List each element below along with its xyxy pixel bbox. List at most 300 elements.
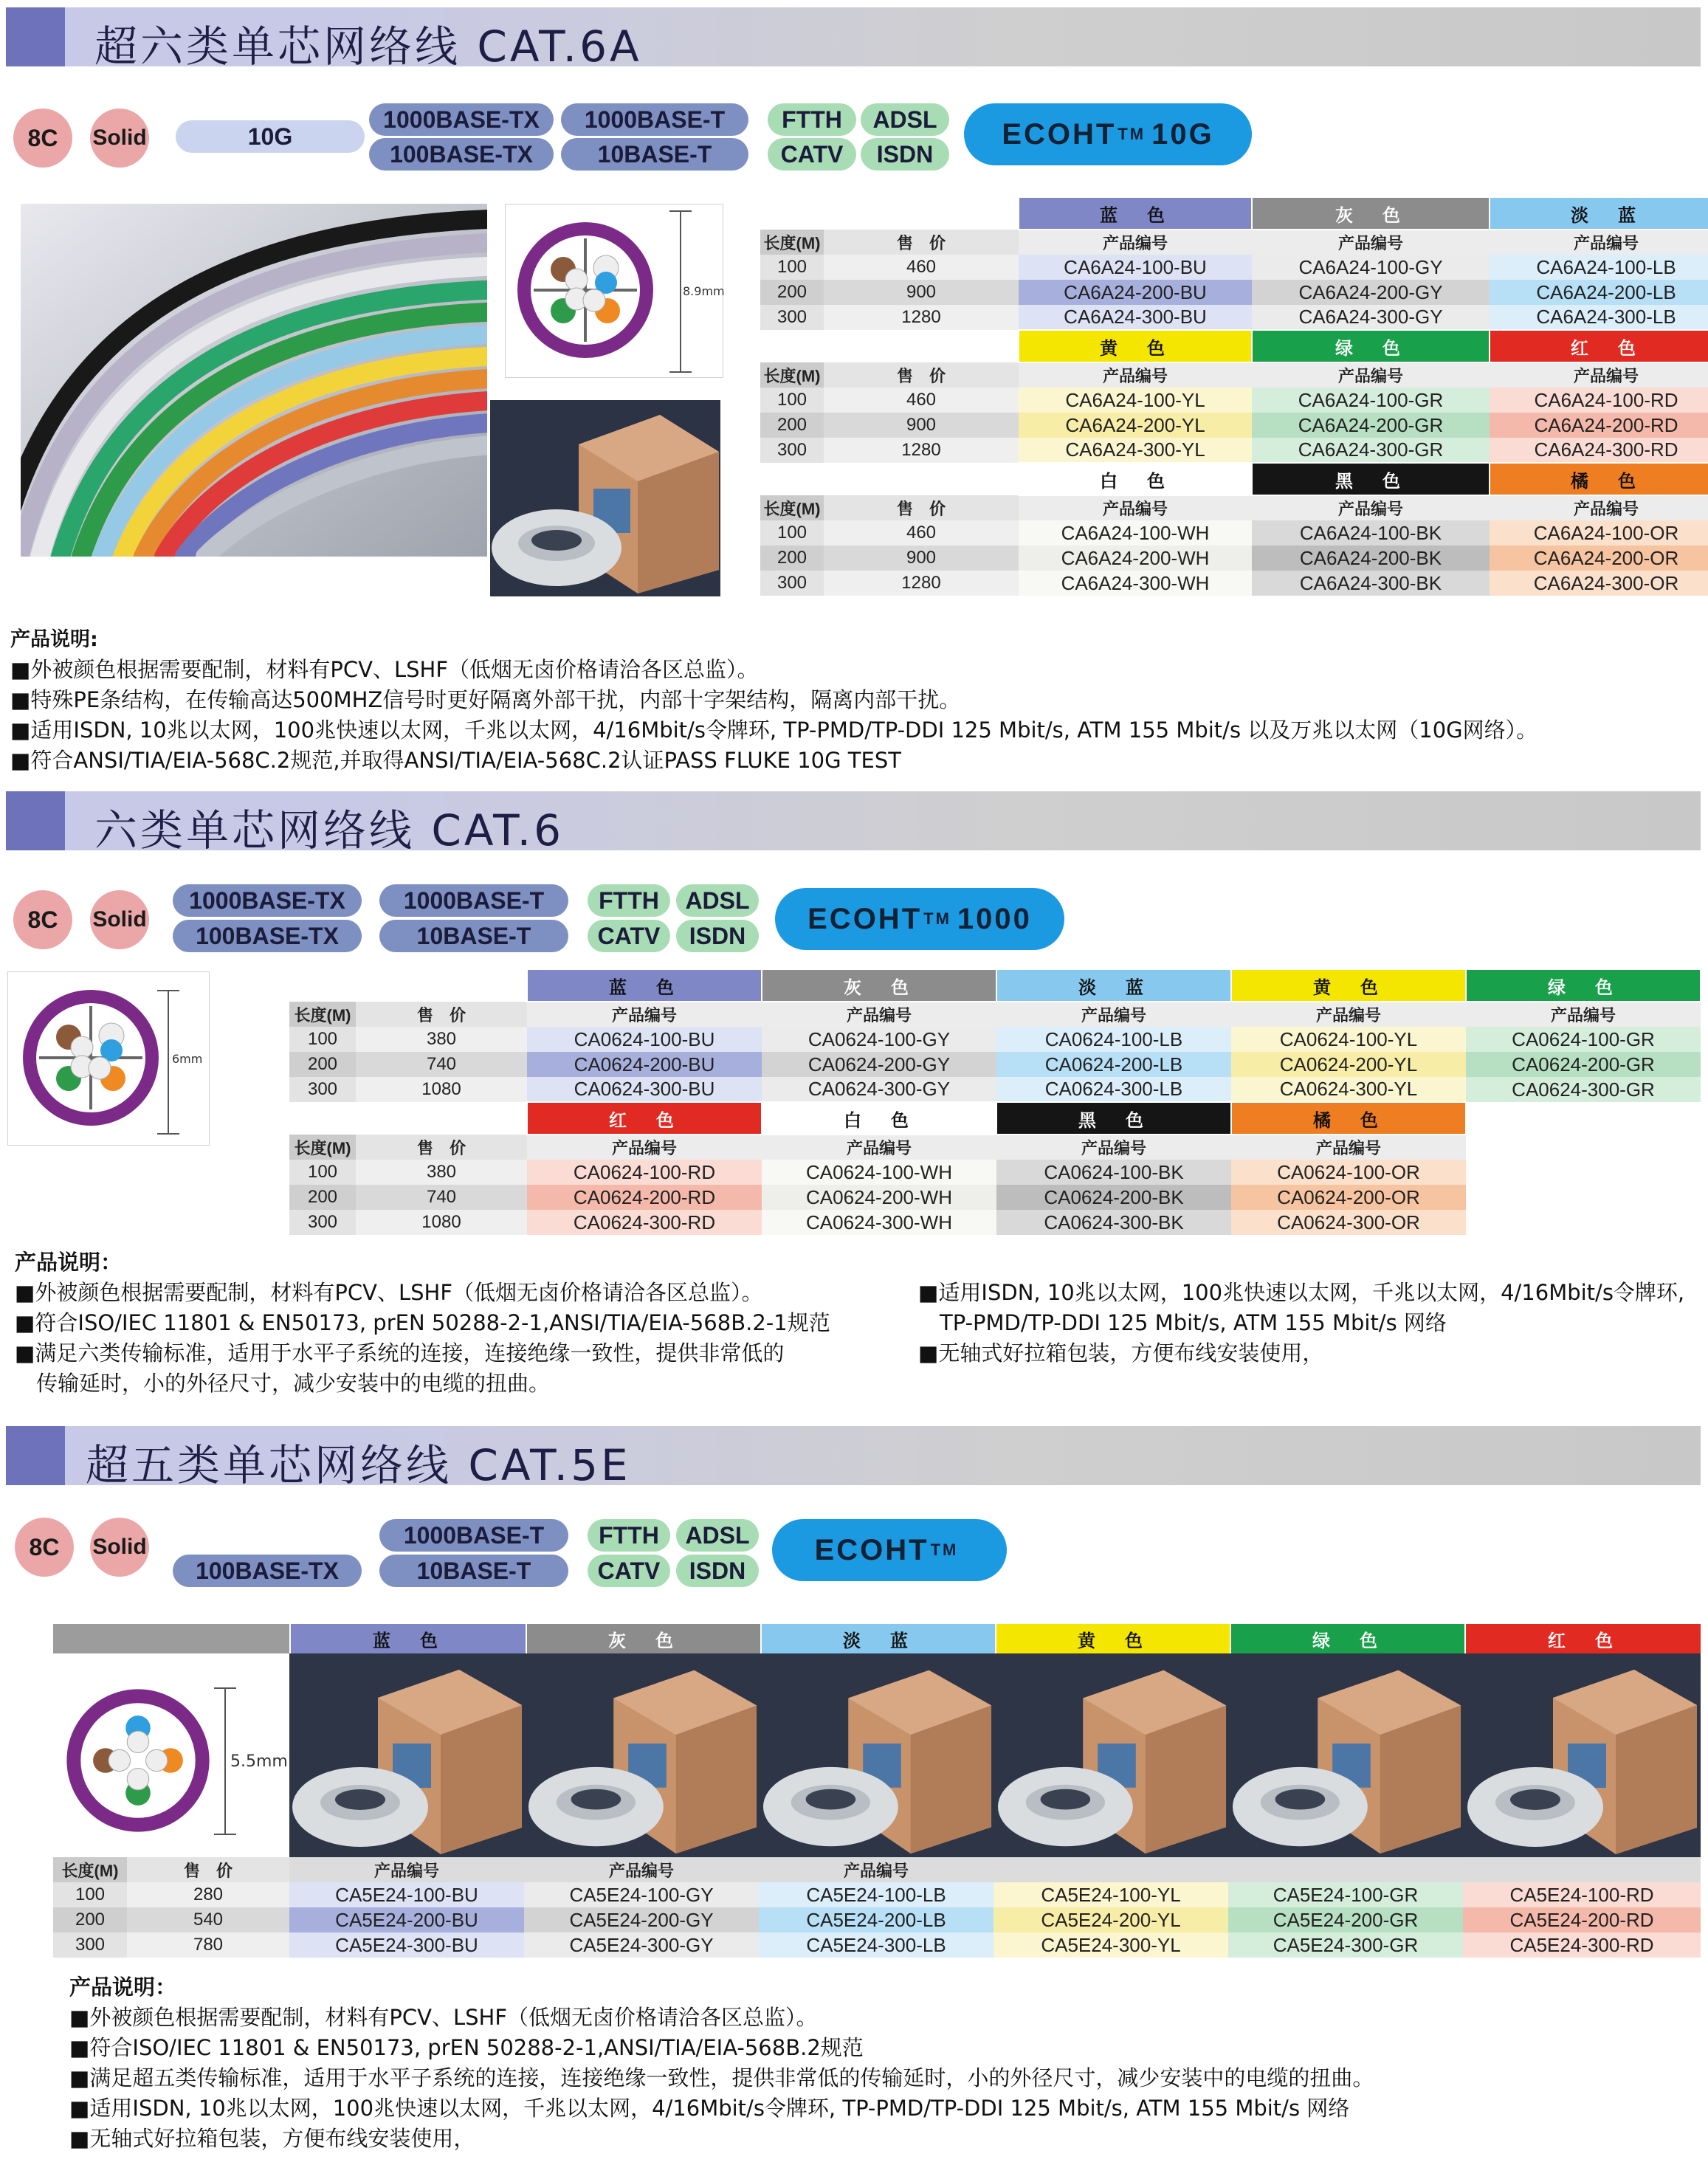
cat6-app-isdn: ISDN — [676, 920, 759, 952]
price-header: 售 价 — [356, 1135, 527, 1160]
box-photo — [289, 1653, 526, 1857]
price-cell: 1280 — [824, 438, 1019, 463]
cable-box-icon — [1230, 1653, 1464, 1857]
table-row — [289, 1160, 1701, 1185]
code-header: 产品编号 — [759, 1857, 994, 1882]
code-cell: CA0624-200-GY — [762, 1052, 996, 1077]
color-header: 黄 色 — [1019, 330, 1252, 362]
cat6-diameter-label: 6mm — [172, 1052, 203, 1066]
cat6-cross-section — [7, 971, 210, 1146]
code-cell: CA6A24-100-GY — [1252, 255, 1490, 280]
code-header: 产品编号 — [1490, 362, 1708, 388]
header-marker — [6, 7, 65, 66]
dimension-tick — [669, 371, 692, 373]
cat6a-pill-100base-tx: 100BASE-TX — [369, 138, 554, 171]
table-row — [289, 1077, 1701, 1102]
price-cell: 380 — [356, 1027, 527, 1052]
code-header: 产品编号 — [762, 1002, 996, 1027]
color-header: 淡 蓝 — [760, 1624, 995, 1653]
code-header: 产品编号 — [1466, 1002, 1701, 1027]
cat6a-box-photo — [490, 400, 720, 596]
dimension-tick — [157, 990, 179, 991]
price-cell: 900 — [824, 545, 1019, 571]
code-cell: CA6A24-300-GR — [1252, 438, 1490, 463]
cat5e-header — [6, 1426, 1701, 1490]
box-photo — [760, 1653, 995, 1857]
color-header: 灰 色 — [762, 969, 996, 1002]
code-cell: CA0624-100-GR — [1466, 1027, 1701, 1052]
dimension-tick — [214, 1687, 236, 1689]
code-header: 产品编号 — [527, 1002, 762, 1027]
box-photo — [1464, 1653, 1701, 1857]
length-header: 长度(M) — [760, 495, 824, 520]
price-cell: 1080 — [356, 1077, 527, 1102]
color-header-row — [289, 1102, 1701, 1135]
table-row — [53, 1882, 1701, 1907]
ecoht-tm: TM — [1118, 125, 1146, 143]
spacer-cell — [760, 197, 1019, 230]
table-row — [289, 1210, 1701, 1235]
ecoht-brand: ECOHT — [814, 1533, 929, 1566]
cat5e-ecoht-badge — [772, 1519, 1007, 1581]
cat5e-pill-1000base-t: 1000BASE-T — [379, 1519, 568, 1552]
note-line: ■外被颜色根据需要配制，材料有PCV、LSHF（低烟无卤价格请洽各区总监）。 — [15, 1280, 763, 1305]
note-line: ■符合ISO/IEC 11801 & EN50173, prEN 50288-2-1,ANSI/TIA/EIA-568B.2规范 — [69, 2035, 864, 2060]
price-cell: 460 — [824, 520, 1019, 545]
code-cell: CA5E24-100-RD — [1463, 1882, 1701, 1907]
cat6a-app-adsl: ADSL — [861, 103, 949, 136]
length-cell: 300 — [760, 438, 824, 463]
dimension-line — [680, 210, 681, 373]
code-header: 产品编号 — [996, 1135, 1231, 1160]
cat6a-pill-10base-t: 10BASE-T — [561, 138, 748, 171]
cat5e-circle-8c: 8C — [15, 1518, 74, 1577]
dimension-line — [224, 1687, 226, 1835]
length-cell: 100 — [760, 255, 824, 280]
color-header: 淡 蓝 — [996, 969, 1231, 1002]
note-line: ■外被颜色根据需要配制，材料有PCV、LSHF（低烟无卤价格请洽各区总监）。 — [69, 2005, 818, 2030]
note-line: ■满足六类传输标准，适用于水平子系统的连接，连接绝缘一致性，提供非常低的 — [15, 1340, 785, 1366]
code-cell: CA6A24-100-YL — [1019, 388, 1252, 413]
code-cell: CA5E24-100-BU — [289, 1882, 524, 1907]
code-cell: CA0624-100-WH — [762, 1160, 996, 1185]
code-header: 产品编号 — [1019, 495, 1252, 520]
cat6a-speed-badge: 10G — [176, 120, 365, 153]
cat6-app-ftth: FTTH — [588, 884, 670, 917]
table-row — [760, 305, 1708, 330]
length-cell: 100 — [53, 1882, 127, 1907]
notes-title: 产品说明: — [10, 628, 98, 651]
price-cell: 1280 — [824, 305, 1019, 330]
code-cell: CA6A24-300-YL — [1019, 438, 1252, 463]
table-row — [760, 280, 1708, 305]
table-row — [760, 520, 1708, 545]
code-cell: CA0624-200-YL — [1231, 1052, 1466, 1077]
code-cell: CA5E24-200-YL — [994, 1907, 1228, 1932]
ecoht-brand: ECOHT — [1002, 117, 1117, 151]
code-cell: CA0624-100-BK — [996, 1160, 1231, 1185]
price-cell: 900 — [824, 280, 1019, 305]
cat6a-diameter-label: 8.9mm — [683, 284, 725, 298]
cat5e-pill-100base-tx: 100BASE-TX — [173, 1555, 362, 1587]
ecoht-suffix: 1000 — [957, 902, 1032, 935]
code-cell: CA6A24-300-GY — [1252, 305, 1490, 330]
cat6-circle-8c: 8C — [13, 890, 72, 949]
code-cell: CA5E24-100-YL — [994, 1882, 1228, 1907]
code-cell: CA6A24-200-RD — [1490, 413, 1708, 438]
code-cell: CA5E24-100-GY — [524, 1882, 759, 1907]
code-cell: CA6A24-300-BK — [1252, 571, 1490, 596]
color-header: 蓝 色 — [289, 1624, 526, 1653]
code-header: 产品编号 — [1019, 230, 1252, 255]
note-line: ■满足超五类传输标准，适用于水平子系统的连接，连接绝缘一致性，提供非常低的传输延时，小的外径尺寸，减少安装中的电缆的扭曲。 — [69, 2065, 1374, 2090]
color-header: 白 色 — [1019, 463, 1252, 495]
cat5e-title: 超五类单芯网络线 CAT.5E — [86, 1440, 631, 1490]
subheader-row — [289, 1135, 1701, 1160]
cat6-ecoht-badge — [775, 888, 1064, 950]
color-header: 绿 色 — [1252, 330, 1490, 362]
cat5e-price-table — [53, 1857, 1701, 1958]
code-cell: CA5E24-200-BU — [289, 1907, 524, 1932]
note-line: ■无轴式好拉箱包装，方便布线安装使用， — [69, 2126, 475, 2151]
color-header: 红 色 — [527, 1102, 762, 1135]
length-cell: 300 — [289, 1210, 356, 1235]
color-header: 淡 蓝 — [1490, 197, 1708, 230]
code-cell: CA6A24-100-BU — [1019, 255, 1252, 280]
code-cell: CA0624-200-LB — [996, 1052, 1231, 1077]
code-cell: CA6A24-100-BK — [1252, 520, 1490, 545]
code-cell: CA6A24-200-GR — [1252, 413, 1490, 438]
code-cell: CA5E24-300-GY — [524, 1932, 759, 1958]
cat6a-pill-1000base-t: 1000BASE-T — [561, 103, 748, 136]
code-cell: CA5E24-300-RD — [1463, 1932, 1701, 1958]
color-header: 黄 色 — [1231, 969, 1466, 1002]
note-line: ■无轴式好拉箱包装，方便布线安装使用， — [918, 1340, 1324, 1366]
ecoht-tm: TM — [923, 909, 951, 928]
code-header — [1228, 1857, 1463, 1882]
code-cell: CA5E24-200-GR — [1228, 1907, 1463, 1932]
color-header: 橘 色 — [1231, 1102, 1466, 1135]
color-header: 灰 色 — [526, 1624, 760, 1653]
code-cell: CA6A24-200-OR — [1490, 545, 1708, 571]
length-header: 长度(M) — [289, 1135, 356, 1160]
length-cell: 100 — [760, 520, 824, 545]
spacer-cell — [289, 1102, 527, 1135]
price-header: 售 价 — [824, 230, 1019, 255]
code-cell: CA5E24-100-GR — [1228, 1882, 1463, 1907]
cat6-title: 六类单芯网络线 CAT.6 — [94, 805, 564, 856]
spacer-cell — [760, 463, 1019, 495]
code-cell: CA0624-200-RD — [527, 1185, 762, 1210]
code-cell: CA0624-300-BK — [996, 1210, 1231, 1235]
code-cell: CA0624-200-BK — [996, 1185, 1231, 1210]
price-cell: 1280 — [824, 571, 1019, 596]
note-line: 传输延时，小的外径尺寸，减少安装中的电缆的扭曲。 — [15, 1371, 551, 1396]
code-cell: CA6A24-300-WH — [1019, 571, 1252, 596]
code-header: 产品编号 — [527, 1135, 762, 1160]
code-cell: CA6A24-200-LB — [1490, 280, 1708, 305]
notes-title: 产品说明： — [69, 1975, 177, 2000]
ecoht-suffix: 10G — [1151, 117, 1214, 151]
cable-box-icon — [760, 1653, 995, 1857]
cat5e-notes — [69, 1972, 1374, 2154]
header-marker — [6, 1426, 65, 1485]
price-cell: 740 — [356, 1185, 527, 1210]
cable-cross-section-icon — [61, 1683, 216, 1838]
length-header: 长度(M) — [760, 230, 824, 255]
code-cell: CA6A24-200-BK — [1252, 545, 1490, 571]
dimension-line — [168, 990, 169, 1135]
code-cell: CA0624-100-RD — [527, 1160, 762, 1185]
cat6-pill-1000base-t: 1000BASE-T — [379, 884, 568, 917]
code-cell: CA0624-100-GY — [762, 1027, 996, 1052]
cat5e-cross-section — [53, 1653, 289, 1857]
color-header: 蓝 色 — [1019, 197, 1252, 230]
table-row — [53, 1932, 1701, 1958]
code-cell: CA5E24-300-GR — [1228, 1932, 1463, 1958]
subheader-row — [289, 1002, 1701, 1027]
code-cell: CA5E24-300-LB — [759, 1932, 994, 1958]
cat6-app-adsl: ADSL — [676, 884, 759, 917]
length-cell: 300 — [760, 571, 824, 596]
code-cell: CA6A24-100-OR — [1490, 520, 1708, 545]
note-line: ■适用ISDN, 10兆以太网，100兆快速以太网，千兆以太网，4/16Mbit/s令牌环, — [918, 1280, 1685, 1305]
code-header: 产品编号 — [1252, 230, 1490, 255]
header-marker — [6, 791, 65, 850]
length-cell: 200 — [289, 1185, 356, 1210]
code-cell: CA5E24-300-BU — [289, 1932, 524, 1958]
cat5e-app-catv: CATV — [588, 1555, 670, 1587]
table-row — [760, 255, 1708, 280]
table-row — [289, 1052, 1701, 1077]
length-cell: 100 — [289, 1160, 356, 1185]
price-cell: 460 — [824, 255, 1019, 280]
code-cell: CA6A24-300-OR — [1490, 571, 1708, 596]
cat6a-pill-1000base-tx: 1000BASE-TX — [369, 103, 554, 136]
code-cell: CA5E24-300-YL — [994, 1932, 1228, 1958]
cat6a-title: 超六类单芯网络线 CAT.6A — [94, 21, 642, 72]
code-cell: CA0624-300-WH — [762, 1210, 996, 1235]
dimension-tick — [157, 1133, 179, 1135]
cat6a-app-ftth: FTTH — [768, 103, 856, 136]
cat5e-app-adsl: ADSL — [676, 1519, 759, 1552]
length-cell: 300 — [760, 305, 824, 330]
length-header: 长度(M) — [760, 362, 824, 388]
subheader-row — [53, 1857, 1701, 1882]
price-cell: 460 — [824, 388, 1019, 413]
code-cell: CA5E24-200-RD — [1463, 1907, 1701, 1932]
code-header: 产品编号 — [524, 1857, 759, 1882]
cat6a-notes — [10, 624, 1537, 776]
code-cell: CA6A24-300-RD — [1490, 438, 1708, 463]
code-cell: CA0624-300-LB — [996, 1077, 1231, 1102]
color-header: 橘 色 — [1490, 463, 1708, 495]
price-header: 售 价 — [824, 495, 1019, 520]
code-header: 产品编号 — [1231, 1135, 1466, 1160]
code-cell: CA6A24-200-BU — [1019, 280, 1252, 305]
cat6a-price-table — [760, 196, 1708, 596]
table-row — [760, 388, 1708, 413]
code-cell: CA0624-200-OR — [1231, 1185, 1466, 1210]
note-line: ■特殊PE条结构，在传输高达500MHZ信号时更好隔离外部干扰，内部十字架结构，隔离内部干扰。 — [10, 687, 961, 712]
price-cell: 900 — [824, 413, 1019, 438]
code-cell: CA6A24-100-RD — [1490, 388, 1708, 413]
color-header-row — [760, 330, 1708, 362]
cat6-circle-solid: Solid — [90, 890, 149, 949]
cable-cross-section-icon — [17, 984, 165, 1132]
code-cell: CA0624-100-YL — [1231, 1027, 1466, 1052]
length-cell: 100 — [760, 388, 824, 413]
table-row — [289, 1027, 1701, 1052]
cat6-price-table — [289, 968, 1701, 1235]
color-header-row — [760, 197, 1708, 230]
price-cell: 280 — [127, 1882, 289, 1907]
length-cell: 300 — [53, 1932, 127, 1958]
price-cell: 780 — [127, 1932, 289, 1958]
dimension-tick — [214, 1834, 236, 1835]
color-header: 红 色 — [1490, 330, 1708, 362]
ecoht-brand: ECOHT — [807, 902, 923, 935]
spacer-cell — [289, 969, 527, 1002]
color-header: 红 色 — [1464, 1624, 1701, 1653]
length-cell: 300 — [289, 1077, 356, 1102]
length-header: 长度(M) — [53, 1857, 127, 1882]
code-header: 产品编号 — [996, 1002, 1231, 1027]
cat6a-header — [6, 7, 1701, 72]
code-cell: CA0624-200-BU — [527, 1052, 762, 1077]
color-header: 黄 色 — [995, 1624, 1230, 1653]
note-line: ■适用ISDN, 10兆以太网，100兆快速以太网，千兆以太网，4/16Mbit/s令牌环, TP-PMD/TP-DDI 125 Mbit/s, ATM 155 Mbit/s 网络 — [69, 2096, 1350, 2121]
code-header — [994, 1857, 1228, 1882]
code-cell: CA6A24-200-YL — [1019, 413, 1252, 438]
table-row — [760, 438, 1708, 463]
color-header: 白 色 — [762, 1102, 996, 1135]
cat6-notes-left — [15, 1247, 830, 1399]
price-header: 售 价 — [127, 1857, 289, 1882]
subheader-row — [760, 230, 1708, 255]
cat6-app-catv: CATV — [588, 920, 670, 952]
code-cell: CA0624-300-BU — [527, 1077, 762, 1102]
cat6a-circle-solid: Solid — [90, 109, 149, 168]
cat5e-app-ftth: FTTH — [588, 1519, 670, 1552]
table-row — [289, 1185, 1701, 1210]
notes-title: 产品说明： — [15, 1250, 123, 1275]
note-line: ■外被颜色根据需要配制，材料有PCV、LSHF（低烟无卤价格请洽各区总监）。 — [10, 657, 759, 682]
length-cell: 200 — [760, 545, 824, 571]
box-photo — [1230, 1653, 1464, 1857]
code-cell: CA0624-100-LB — [996, 1027, 1231, 1052]
length-cell: 200 — [289, 1052, 356, 1077]
code-cell: CA6A24-200-GY — [1252, 280, 1490, 305]
code-cell: CA5E24-200-LB — [759, 1907, 994, 1932]
subheader-row — [760, 495, 1708, 520]
color-header: 绿 色 — [1230, 1624, 1464, 1653]
price-header: 售 价 — [356, 1002, 527, 1027]
price-cell: 1080 — [356, 1210, 527, 1235]
code-cell: CA6A24-300-BU — [1019, 305, 1252, 330]
code-cell: CA5E24-200-GY — [524, 1907, 759, 1932]
code-cell: CA0624-200-GR — [1466, 1052, 1701, 1077]
cable-box-icon — [526, 1653, 760, 1857]
length-header: 长度(M) — [289, 1002, 356, 1027]
color-header: 绿 色 — [1466, 969, 1701, 1002]
code-header: 产品编号 — [1490, 495, 1708, 520]
code-cell: CA0624-100-OR — [1231, 1160, 1466, 1185]
code-cell: CA0624-300-GY — [762, 1077, 996, 1102]
code-cell: CA6A24-100-GR — [1252, 388, 1490, 413]
table-row — [760, 545, 1708, 571]
note-line: ■适用ISDN, 10兆以太网，100兆快速以太网，千兆以太网，4/16Mbit/s令牌环, TP-PMD/TP-DDI 125 Mbit/s, ATM 155 Mbit/s 以及万兆以太网（10G网络）。 — [10, 717, 1538, 743]
code-cell: CA0624-200-WH — [762, 1185, 996, 1210]
cat6a-ecoht-badge — [964, 103, 1252, 165]
cable-cross-section-icon — [512, 216, 659, 364]
code-cell: CA0624-100-BU — [527, 1027, 762, 1052]
code-header — [1463, 1857, 1701, 1882]
color-header-row — [289, 969, 1701, 1002]
code-cell: CA6A24-100-LB — [1490, 255, 1708, 280]
table-row — [53, 1907, 1701, 1932]
color-header: 黑 色 — [1252, 463, 1490, 495]
spacer-cell — [760, 330, 1019, 362]
code-header: 产品编号 — [289, 1857, 524, 1882]
code-header: 产品编号 — [1019, 362, 1252, 388]
cat6-pill-1000base-tx: 1000BASE-TX — [173, 884, 362, 917]
note-line: ■符合ANSI/TIA/EIA-568C.2规范,并取得ANSI/TIA/EIA-568C.2认证PASS FLUKE 10G TEST — [10, 748, 901, 773]
code-cell: CA0624-300-GR — [1466, 1077, 1701, 1102]
cat6a-app-isdn: ISDN — [861, 138, 949, 171]
code-cell: CA0624-300-RD — [527, 1210, 762, 1235]
table-row — [760, 571, 1708, 596]
code-cell: CA6A24-200-WH — [1019, 545, 1252, 571]
box-photo — [526, 1653, 760, 1857]
code-header: 产品编号 — [1231, 1002, 1466, 1027]
code-cell: CA6A24-300-LB — [1490, 305, 1708, 330]
ecoht-tm: TM — [930, 1541, 959, 1559]
cat6a-app-catv: CATV — [768, 138, 856, 171]
cat5e-circle-solid: Solid — [90, 1518, 149, 1577]
code-cell: CA0624-300-OR — [1231, 1210, 1466, 1235]
cable-box-icon — [1464, 1653, 1701, 1857]
price-cell: 740 — [356, 1052, 527, 1077]
code-cell: CA0624-300-YL — [1231, 1077, 1466, 1102]
code-cell: CA5E24-100-LB — [759, 1882, 994, 1907]
table-row — [760, 413, 1708, 438]
cat5e-pill-10base-t: 10BASE-T — [379, 1555, 568, 1587]
cat6-pill-10base-t: 10BASE-T — [379, 920, 568, 952]
cat6a-circle-8c: 8C — [13, 109, 72, 168]
color-header: 黑 色 — [996, 1102, 1231, 1135]
note-line: TP-PMD/TP-DDI 125 Mbit/s, ATM 155 Mbit/s 网络 — [918, 1310, 1447, 1335]
cat6-header — [6, 791, 1701, 856]
color-header-row — [760, 463, 1708, 495]
code-header: 产品编号 — [1490, 230, 1708, 255]
code-cell: CA6A24-100-WH — [1019, 520, 1252, 545]
length-cell: 200 — [760, 280, 824, 305]
price-cell: 540 — [127, 1907, 289, 1932]
price-cell: 380 — [356, 1160, 527, 1185]
cable-box-icon — [995, 1653, 1230, 1857]
color-header: 蓝 色 — [527, 969, 762, 1002]
code-header: 产品编号 — [762, 1135, 996, 1160]
code-header: 产品编号 — [1252, 495, 1490, 520]
note-line: ■符合ISO/IEC 11801 & EN50173, prEN 50288-2-1,ANSI/TIA/EIA-568B.2-1规范 — [15, 1310, 830, 1335]
cat5e-header-gray — [53, 1624, 289, 1653]
cat5e-diameter-label: 5.5mm — [230, 1752, 288, 1771]
subheader-row — [760, 362, 1708, 388]
length-cell: 200 — [760, 413, 824, 438]
cat6a-cross-section — [505, 204, 723, 378]
dimension-tick — [669, 210, 692, 212]
